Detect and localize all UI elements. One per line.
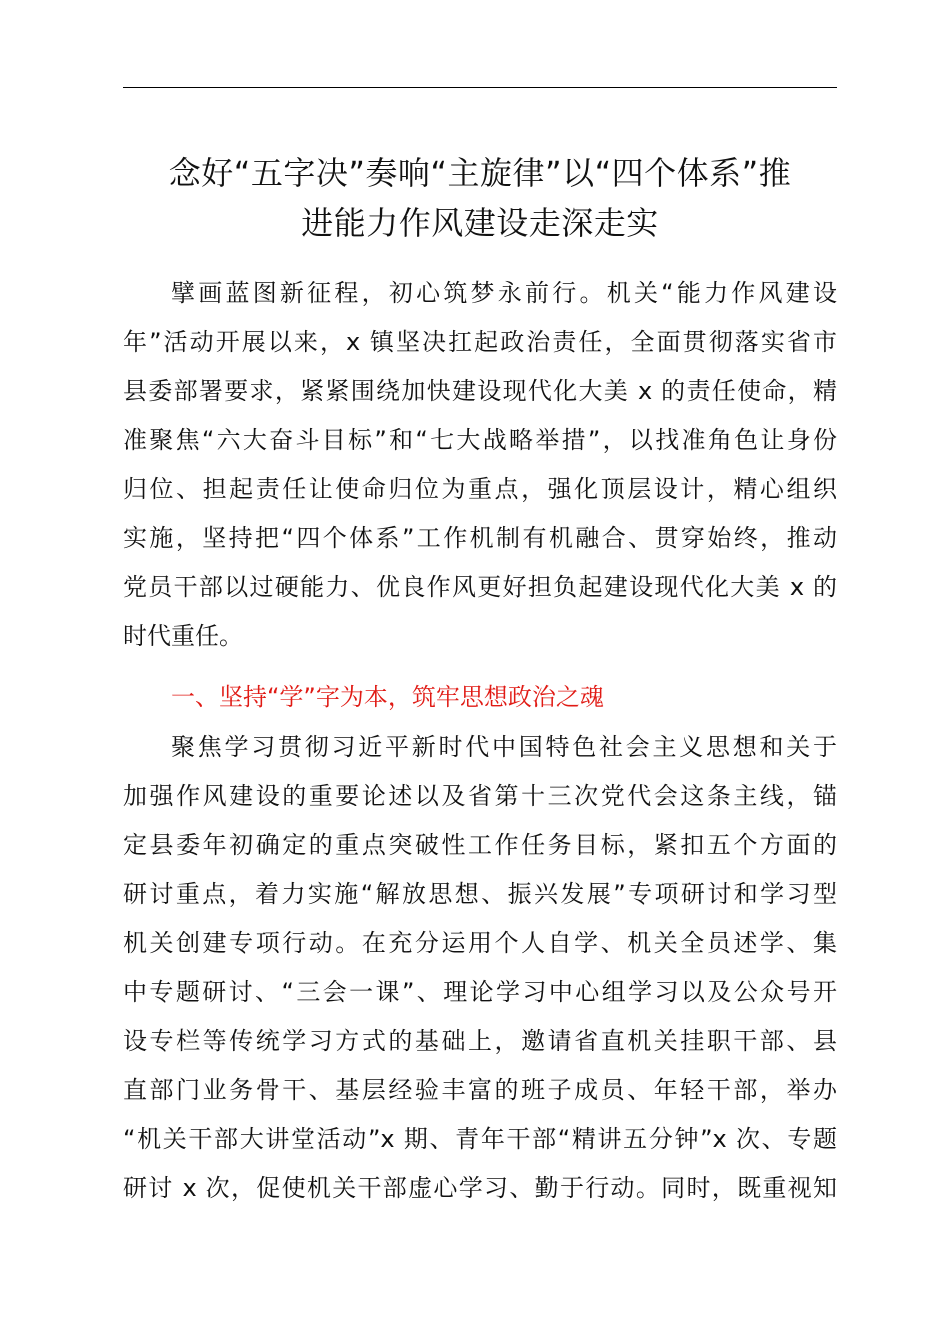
paragraph-line: 准聚焦“六大奋斗目标”和“七大战略举措”，以找准角色让身份 — [123, 426, 837, 454]
document-title — [123, 148, 837, 248]
paragraph-line: 研讨 x 次，促使机关干部虚心学习、勤于行动。同时，既重视知 — [123, 1174, 837, 1202]
section-heading: 一、坚持“学”字为本，筑牢思想政治之魂 — [171, 683, 604, 711]
title-line-2: 进能力作风建设走深走实 — [301, 204, 659, 242]
paragraph-line: 年”活动开展以来，x 镇坚决扛起政治责任，全面贯彻落实省市 — [123, 328, 837, 356]
paragraph-line: 党员干部以过硬能力、优良作风更好担负起建设现代化大美 x 的 — [123, 573, 837, 601]
paragraph-line: 归位、担起责任让使命归位为重点，强化顶层设计，精心组织 — [123, 475, 837, 503]
paragraph-line: 县委部署要求，紧紧围绕加快建设现代化大美 x 的责任使命，精 — [123, 377, 837, 405]
title-line-1: 念好“五字决”奏响“主旋律”以“四个体系”推 — [168, 154, 792, 192]
paragraph-line: 直部门业务骨干、基层经验丰富的班子成员、年轻干部，举办 — [123, 1076, 837, 1104]
paragraph-line: 设专栏等传统学习方式的基础上，邀请省直机关挂职干部、县 — [123, 1027, 837, 1055]
paragraph-line: “机关干部大讲堂活动”x 期、青年干部“精讲五分钟”x 次、专题 — [123, 1125, 837, 1153]
paragraph-line: 研讨重点，着力实施“解放思想、振兴发展”专项研讨和学习型 — [123, 880, 837, 908]
paragraph-line: 加强作风建设的重要论述以及省第十三次党代会这条主线，锚 — [123, 782, 837, 810]
paragraph-line: 定县委年初确定的重点突破性工作任务目标，紧扣五个方面的 — [123, 831, 837, 859]
paragraph-line: 擘画蓝图新征程，初心筑梦永前行。机关“能力作风建设 — [171, 279, 837, 307]
paragraph-line: 机关创建专项行动。在充分运用个人自学、机关全员述学、集 — [123, 929, 837, 957]
paragraph-line: 聚焦学习贯彻习近平新时代中国特色社会主义思想和关于 — [171, 733, 837, 761]
header-rule — [123, 87, 837, 88]
paragraph-line: 中专题研讨、“三会一课”、理论学习中心组学习以及公众号开 — [123, 978, 837, 1006]
paragraph-line: 时代重任。 — [123, 622, 243, 650]
paragraph-line: 实施，坚持把“四个体系”工作机制有机融合、贯穿始终，推动 — [123, 524, 837, 552]
